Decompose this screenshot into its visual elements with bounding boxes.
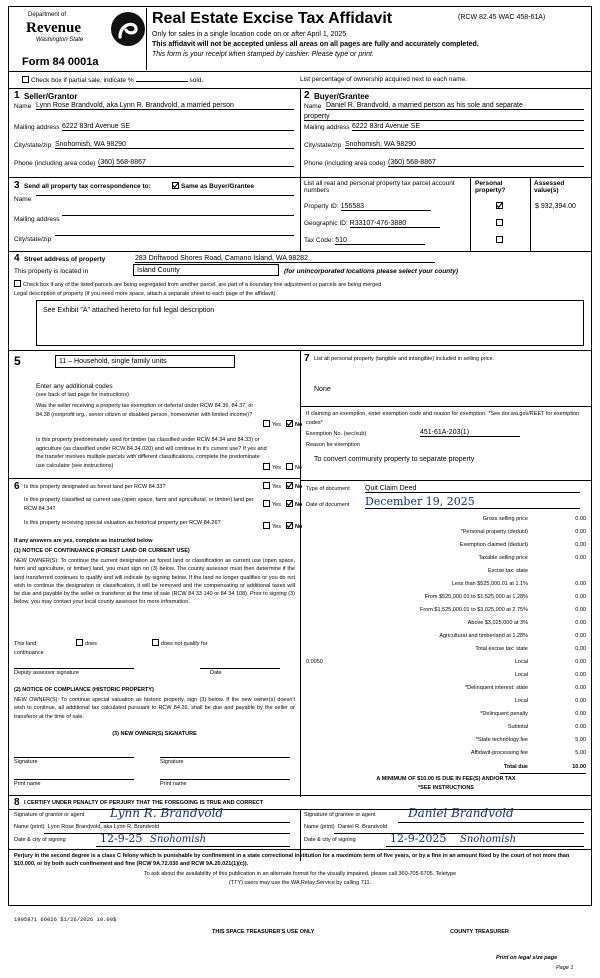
- form-title: Real Estate Excise Tax Affidavit: [152, 10, 393, 27]
- deputy-assessor-signature-label: Deputy assessor signature: [14, 670, 80, 676]
- corr-mailing-label: Mailing address: [14, 216, 60, 223]
- personal-checkbox-0[interactable]: [496, 202, 505, 210]
- tax-row-value-3[interactable]: 0.00: [575, 555, 586, 561]
- tax-row-value-8[interactable]: 0.00: [575, 620, 586, 626]
- section3-number: 3: [14, 180, 20, 191]
- tax-row-label-11: Local: [514, 659, 528, 665]
- section5-q1: Was the seller receiving a property tax exemption or deferral under RCW 84.36, 84.37, or 84.38 (nonprofit org., senior citizen or disabled person, homeowner with limited income)?: [36, 403, 254, 418]
- exemption-no-label: Exemption No. (sec/sub): [306, 431, 367, 437]
- tax-row-value-19[interactable]: 10.00: [572, 764, 586, 770]
- section5-q1-answers[interactable]: [263, 420, 302, 428]
- section5-q2: Is this property predominately used for timber (as classified under RCW 84.34 and 84.33) or agriculture (as classified under RCW 84.34.020) and will continue in it's current use? If yes and the transfer involves multiple parcels with different classifications, complete the predominate use calculator (see instructions): [36, 437, 267, 469]
- notice2-title: (2) NOTICE OF COMPLIANCE (HISTORIC PROPERTY): [14, 687, 154, 693]
- minimum-due-note: A MINIMUM OF $10.00 IS DUE IN FEE(S) AND/OR TAX: [376, 776, 516, 782]
- section6-q1-answers[interactable]: [263, 482, 302, 490]
- q1-no-checkbox[interactable]: [286, 420, 293, 427]
- s6q1-no-checkbox[interactable]: [286, 482, 293, 489]
- does-not-checkbox[interactable]: [152, 639, 159, 646]
- tax-row-value-11[interactable]: 0.00: [575, 659, 586, 665]
- revenue-swirl-icon: [110, 11, 146, 47]
- tax-row-value-7[interactable]: 0.00: [575, 607, 586, 613]
- continuance-label: continuance: [14, 650, 44, 656]
- same-as-buyer-row[interactable]: [172, 182, 254, 190]
- county-note: (for unincorporated locations please select your county): [284, 268, 459, 275]
- parcel-row-1[interactable]: [304, 220, 440, 228]
- street-address-label: Street address of property: [24, 256, 106, 263]
- county-select[interactable]: Island County: [133, 264, 279, 276]
- buyer-phone-label: Phone (including area code): [304, 160, 386, 167]
- seller-citystatezip-label: City/state/zip: [14, 142, 52, 149]
- tax-row-label-15: *Delinquent penalty: [480, 711, 528, 717]
- seller-mailing-label: Mailing address: [14, 124, 60, 131]
- tax-row-value-9[interactable]: 0.00: [575, 633, 586, 639]
- buyer-name-value2[interactable]: property: [304, 113, 584, 121]
- grantee-date-city-label: Date & city of signing: [304, 837, 356, 843]
- corr-name-value[interactable]: [36, 195, 294, 196]
- tax-row-value-5[interactable]: 0.00: [575, 581, 586, 587]
- print-size-note: Print on legal size page: [496, 955, 558, 961]
- section4-number: 4: [14, 253, 20, 264]
- buyer-citystatezip-value[interactable]: Snohomish, WA 98290: [345, 141, 584, 149]
- percentage-note: List percentage of ownership acquired next to each name.: [300, 76, 467, 83]
- dor-logo: [14, 10, 144, 54]
- additional-codes-label: Enter any additional codes: [36, 383, 113, 390]
- seller-name-value[interactable]: Lynn Rose Brandvold, aka Lynn R. Brandvold, a married person: [36, 102, 294, 110]
- document-type-label: Type of document: [306, 486, 350, 492]
- s6q3-yes-checkbox[interactable]: [263, 522, 270, 529]
- ada-note-line1: To ask about the availability of this publication in an alternate format for the visually impaired, please call 360-705-6705. Teletype: [143, 871, 457, 877]
- personal-checkbox-1[interactable]: [496, 219, 505, 227]
- q2-no-label: No: [294, 465, 302, 471]
- legal-description-value: See Exhibit "A" attached hereto for full legal description: [43, 307, 215, 314]
- section6-number: 6: [14, 481, 20, 492]
- grantee-signature-label: Signature of grantee or agent: [304, 812, 376, 818]
- local-rate-11[interactable]: 0.0050: [306, 659, 323, 665]
- parcel-list-header: List all real and personal property tax parcel account numbers: [304, 180, 455, 194]
- section1-title: Seller/Grantor: [24, 92, 78, 101]
- tax-row-value-10[interactable]: 0.00: [575, 646, 586, 652]
- dept-line3: Washington State: [36, 37, 84, 43]
- buyer-name-value[interactable]: Daniel R. Brandvold, a married person as his sole and separate: [326, 102, 584, 110]
- grantor-printname-label: Name (print): [14, 824, 45, 830]
- tax-row-label-2: Exemption claimed (deduct): [459, 542, 528, 548]
- located-in-label: This property is located in: [14, 268, 89, 275]
- partial-sale-row[interactable]: [22, 76, 292, 84]
- tax-row-label-8: Above $3,025,000 at 3%: [467, 620, 528, 626]
- section1-number: 1: [14, 90, 20, 101]
- section7-title: List all personal property (tangible and intangible) included in selling price.: [314, 356, 495, 362]
- s6q2-no-label: No: [294, 502, 303, 508]
- tax-row-label-1: *Personal property (deduct): [460, 529, 528, 535]
- assessed-value-header: Assessed value(s): [534, 180, 565, 194]
- tax-row-label-10: Total excise tax: state: [475, 646, 528, 652]
- s6q2-yes-label: Yes: [272, 502, 281, 508]
- tax-row-label-12: Local: [514, 672, 528, 678]
- grantee-printname-value[interactable]: Daniel R. Brandvold: [338, 824, 387, 830]
- buyer-mailing-label: Mailing address: [304, 124, 350, 131]
- section7-number: 7: [304, 353, 310, 364]
- partial-sale-checkbox[interactable]: [22, 76, 29, 83]
- document-date-value[interactable]: December 19, 2025: [365, 495, 580, 509]
- grantee-printname-label: Name (print): [304, 824, 335, 830]
- tax-row-value-2[interactable]: 0.00: [575, 542, 586, 548]
- dept-line2: Revenue: [26, 20, 81, 36]
- tax-row-label-14: Local: [514, 698, 528, 704]
- section6-q3: Is this property receiving special valuation as historical property per RCW 84.26?: [24, 520, 221, 526]
- form-number: Form 84 0001a: [22, 56, 99, 68]
- tax-row-label-13: *Delinquent interest: state: [465, 685, 528, 691]
- notice2-body: NEW OWNER(S): To continue special valuation as historic property, sign (3) below. If the new owner(s) doesn't wish to continue, all additional tax calculated pursuant to RCW 84.26, shall be due and payable by the seller or transferor at the time of sale.: [14, 697, 295, 720]
- same-as-buyer-label: Same as Buyer/Grantee: [181, 183, 254, 190]
- tax-row-label-3: Taxable selling price: [478, 555, 528, 561]
- street-address-value[interactable]: 283 Driftwood Shores Road, Camano Island, WA 98282: [135, 255, 435, 263]
- header-sub1: Only for sales in a single location code on or after April 1, 2025: [152, 31, 347, 38]
- q2-no-checkbox[interactable]: [286, 463, 293, 470]
- additional-codes-note: (see back of last page for instructions): [36, 392, 129, 398]
- new-owner-printname-label-1: Print name: [14, 781, 41, 787]
- grantor-date-city-label: Date & city of signing: [14, 837, 66, 843]
- q1-no-label: No: [294, 422, 303, 428]
- s6q2-yes-checkbox[interactable]: [263, 500, 270, 507]
- if-any-yes-note: If any answers are yes, complete as instructed below: [14, 538, 153, 544]
- corr-mailing-value[interactable]: [62, 215, 294, 216]
- section6-q3-answers[interactable]: [263, 522, 302, 530]
- seller-name-label: Name: [14, 103, 32, 110]
- document-type-value[interactable]: Quit Claim Deed: [365, 485, 580, 493]
- section3-title: Send all property tax correspondence to:: [24, 183, 151, 190]
- personal-checkbox-2[interactable]: [496, 236, 505, 244]
- parcel-row-0[interactable]: [304, 203, 431, 211]
- parcel-value-0[interactable]: 156583: [341, 203, 431, 211]
- s6q1-yes-checkbox[interactable]: [263, 482, 270, 489]
- partial-sale-label: Check box if partial sale, indicate %: [31, 77, 134, 84]
- grantor-date-value[interactable]: 12-9-25: [100, 832, 143, 845]
- tax-row-label-9: Agricultural and timberland at 1.28%: [439, 633, 528, 639]
- parcel-label-0: Property ID:: [304, 203, 339, 210]
- tax-row-label-18: Affidavit-processing fee: [470, 750, 528, 756]
- s6q3-no-checkbox[interactable]: [286, 522, 293, 529]
- tax-row-value-17[interactable]: 5.00: [575, 737, 586, 743]
- perjury-statement: Perjury in the second degree is a class C felony which is punishable by confinement in a state correctional institution for a maximum term of five years, or by a fine in an amount fixed by the court of not more than $10,000, or by both such confinement and fine (RCW 9A.72.030 and RCW 9A.20.021(1)(c)).: [14, 853, 570, 867]
- tax-row-label-5: Less than $525,000.01 at 1.1%: [451, 581, 528, 587]
- tax-row-label-4: Excise tax: state: [487, 568, 528, 574]
- assessed-value-0[interactable]: $ 932,394.00: [535, 203, 576, 210]
- section6-q2: Is this property classified as current use (open space, farm and agricultural, or timber) land per RCW 84.34?: [24, 497, 254, 512]
- exemption-instructions: If claiming an exemption, enter exemption code and reason for exemption. *See dor.wa.gov/REET for exemption codes*: [306, 411, 580, 426]
- grantor-city-value[interactable]: Snohomish: [150, 834, 207, 845]
- corr-citystatezip-label: City/state/zip: [14, 236, 52, 243]
- seller-phone-label: Phone (including area code): [14, 160, 96, 167]
- grantee-date-value[interactable]: 12-9-2025: [390, 832, 447, 845]
- seller-citystatezip-value[interactable]: Snohomish, WA 98290: [55, 141, 294, 149]
- tax-row-label-19: Total due: [503, 764, 528, 770]
- document-date-label: Date of document: [306, 502, 350, 508]
- notice1-title: (1) NOTICE OF CONTINUANCE (FOREST LAND OR CURRENT USE): [14, 548, 190, 554]
- tax-row-label-6: From $525,000.01 to $1,525,000 at 1.28%: [424, 594, 528, 600]
- does-checkbox[interactable]: [76, 639, 83, 646]
- grantor-signature-label: Signature of grantor or agent: [14, 812, 85, 818]
- new-owner-signature-label-1: Signature: [14, 759, 38, 765]
- treasurer-stamp: 1905871 66026 $1/26/2026 10.00$: [14, 916, 117, 923]
- q1-yes-checkbox[interactable]: [263, 420, 270, 427]
- page-number: Page 1: [556, 965, 574, 971]
- does-not-label: does not qualify for: [161, 641, 208, 647]
- parcel-label-1: Geographic ID:: [304, 220, 348, 227]
- buyer-mailing-value[interactable]: 6222 83rd Avenue SE: [352, 123, 584, 131]
- treasurer-space-label: THIS SPACE TREASURER'S USE ONLY: [212, 929, 315, 935]
- tax-row-value-13[interactable]: 0.00: [575, 685, 586, 691]
- q2-yes-label: Yes: [272, 465, 281, 471]
- notice3-title: (3) NEW OWNER(S) SIGNATURE: [112, 731, 197, 737]
- new-owner-printname-label-2: Print name: [160, 781, 187, 787]
- q2-yes-checkbox[interactable]: [263, 463, 270, 470]
- parcel-value-1[interactable]: R33107-476-3880: [350, 220, 440, 228]
- tax-row-value-15[interactable]: 0.00: [575, 711, 586, 717]
- tax-row-value-16[interactable]: 0.00: [575, 724, 586, 730]
- parcel-label-2: Tax Code:: [304, 237, 334, 244]
- certify-statement: I CERTIFY UNDER PENALTY OF PERJURY THAT THE FOREGOING IS TRUE AND CORRECT: [24, 800, 264, 806]
- s6q1-yes-label: Yes: [272, 484, 281, 490]
- land-use-code-select[interactable]: 11 – Household, single family units: [55, 355, 235, 368]
- tax-row-value-12[interactable]: 0.00: [575, 672, 586, 678]
- section8-number: 8: [14, 797, 20, 808]
- personal-property-value[interactable]: None: [314, 386, 331, 393]
- tax-row-value-6[interactable]: 0.00: [575, 594, 586, 600]
- exemption-reason-label: Reason for exemption: [306, 442, 360, 448]
- segregate-note: Check box if any of the listed parcels are being segregated from another parcel, are part of a boundary line adjustment or parcels are being merged: [23, 282, 382, 288]
- legal-description-box[interactable]: [36, 300, 584, 346]
- does-label: does: [85, 641, 97, 647]
- grantor-signature-value[interactable]: Lynn R. Brandvold: [110, 806, 224, 820]
- does-not-qualify-row[interactable]: [152, 639, 207, 647]
- tax-row-value-1[interactable]: 0.00: [575, 529, 586, 535]
- section2-title: Buyer/Grantee: [314, 92, 370, 101]
- section2-number: 2: [304, 90, 310, 101]
- exemption-no-value[interactable]: 451-61A-203(1): [420, 429, 520, 437]
- county-treasurer-label: COUNTY TREASURER: [450, 929, 509, 935]
- seller-phone-value[interactable]: (360) 568-8867: [98, 159, 294, 167]
- buyer-citystatezip-label: City/state/zip: [304, 142, 342, 149]
- segregate-row[interactable]: [14, 280, 584, 288]
- same-as-buyer-checkbox[interactable]: [172, 182, 179, 189]
- q1-yes-label: Yes: [272, 422, 281, 428]
- s6q3-no-label: No: [294, 524, 303, 530]
- corr-citystatezip-value[interactable]: [55, 235, 294, 236]
- sold-label: sold.: [189, 77, 204, 84]
- seller-mailing-value[interactable]: 6222 83rd Avenue SE: [62, 123, 294, 131]
- segregate-checkbox[interactable]: [14, 280, 21, 287]
- personal-property-header: Personal property?: [475, 180, 506, 194]
- tax-row-label-17: *State technology fee: [475, 737, 528, 743]
- this-land-label: This land: [14, 641, 37, 647]
- buyer-phone-value[interactable]: (360) 568-8867: [388, 159, 584, 167]
- legal-description-label: Legal description of property (if you need more space, attach a separate sheet to each page of the affidavit).: [14, 291, 277, 297]
- tax-row-label-0: Gross selling price: [482, 516, 528, 522]
- see-instructions-note: *SEE INSTRUCTIONS: [418, 785, 474, 791]
- new-owner-signature-label-2: Signature: [160, 759, 184, 765]
- tax-row-label-7: From $1,525,000.01 to $3,025,000 at 2.75%: [420, 607, 528, 613]
- tax-row-label-16: Subtotal: [507, 724, 528, 730]
- grantor-printname-value[interactable]: Lynn Rose Brandvold, aka Lynn R. Brandvold: [48, 824, 159, 830]
- section6-q2-answers[interactable]: [263, 500, 302, 508]
- parcel-value-2[interactable]: 510: [335, 237, 425, 245]
- tax-row-value-18[interactable]: 5.00: [575, 750, 586, 756]
- parcel-row-2[interactable]: [304, 237, 425, 245]
- section6-q1: Is this property designated as forest land per RCW 84.33?: [24, 484, 166, 490]
- corr-name-label: Name: [14, 196, 32, 203]
- tax-row-value-0[interactable]: 0.00: [575, 516, 586, 522]
- grantee-signature-value[interactable]: Daniel Brandvold: [408, 806, 514, 820]
- section5-number: 5: [14, 354, 21, 368]
- ada-note-line2: (TTY) users may use the WA Relay Service by calling 711.: [228, 880, 372, 886]
- form-title-ref: (RCW 82.45 WAC 458-61A): [458, 14, 546, 21]
- buyer-name-label: Name: [304, 103, 322, 110]
- tax-row-value-14[interactable]: 0.00: [575, 698, 586, 704]
- does-qualify-row[interactable]: [76, 639, 97, 647]
- s6q3-yes-label: Yes: [272, 524, 281, 530]
- deputy-assessor-date-label: Date: [210, 670, 222, 676]
- partial-sale-percent[interactable]: [136, 81, 188, 82]
- grantee-city-value[interactable]: Snohomish: [460, 834, 517, 845]
- header-sub2: This affidavit will not be accepted unless all areas on all pages are fully and accurately completed.: [152, 41, 479, 48]
- section5-q2-answers[interactable]: [263, 463, 302, 471]
- exemption-reason-value[interactable]: To convert community property to separate property: [314, 456, 475, 463]
- dept-line1: Department of: [28, 12, 67, 18]
- s6q1-no-label: No: [294, 484, 303, 490]
- notice1-body: NEW OWNER(S): To continue the current designation as forest land or classification as current use (open space, farm and agriculture, or timber) land, you must sign on (3) below. The county assessor must then determine if the land transferred continues to qualify and will indicate by signing below. If the land no longer qualifies or you do not wish to continue the designation or classification, it will be removed and the compensating or additional taxes will be due and payable by the seller or transferor at the time of sale (RCW 84 33 140 or 84 34 108). Prior to signing (3) below, you may contact your local county assessor for more information.: [14, 558, 295, 606]
- s6q2-no-checkbox[interactable]: [286, 500, 293, 507]
- header-sub3: This form is your receipt when stamped by cashier. Please type or print.: [152, 51, 374, 58]
